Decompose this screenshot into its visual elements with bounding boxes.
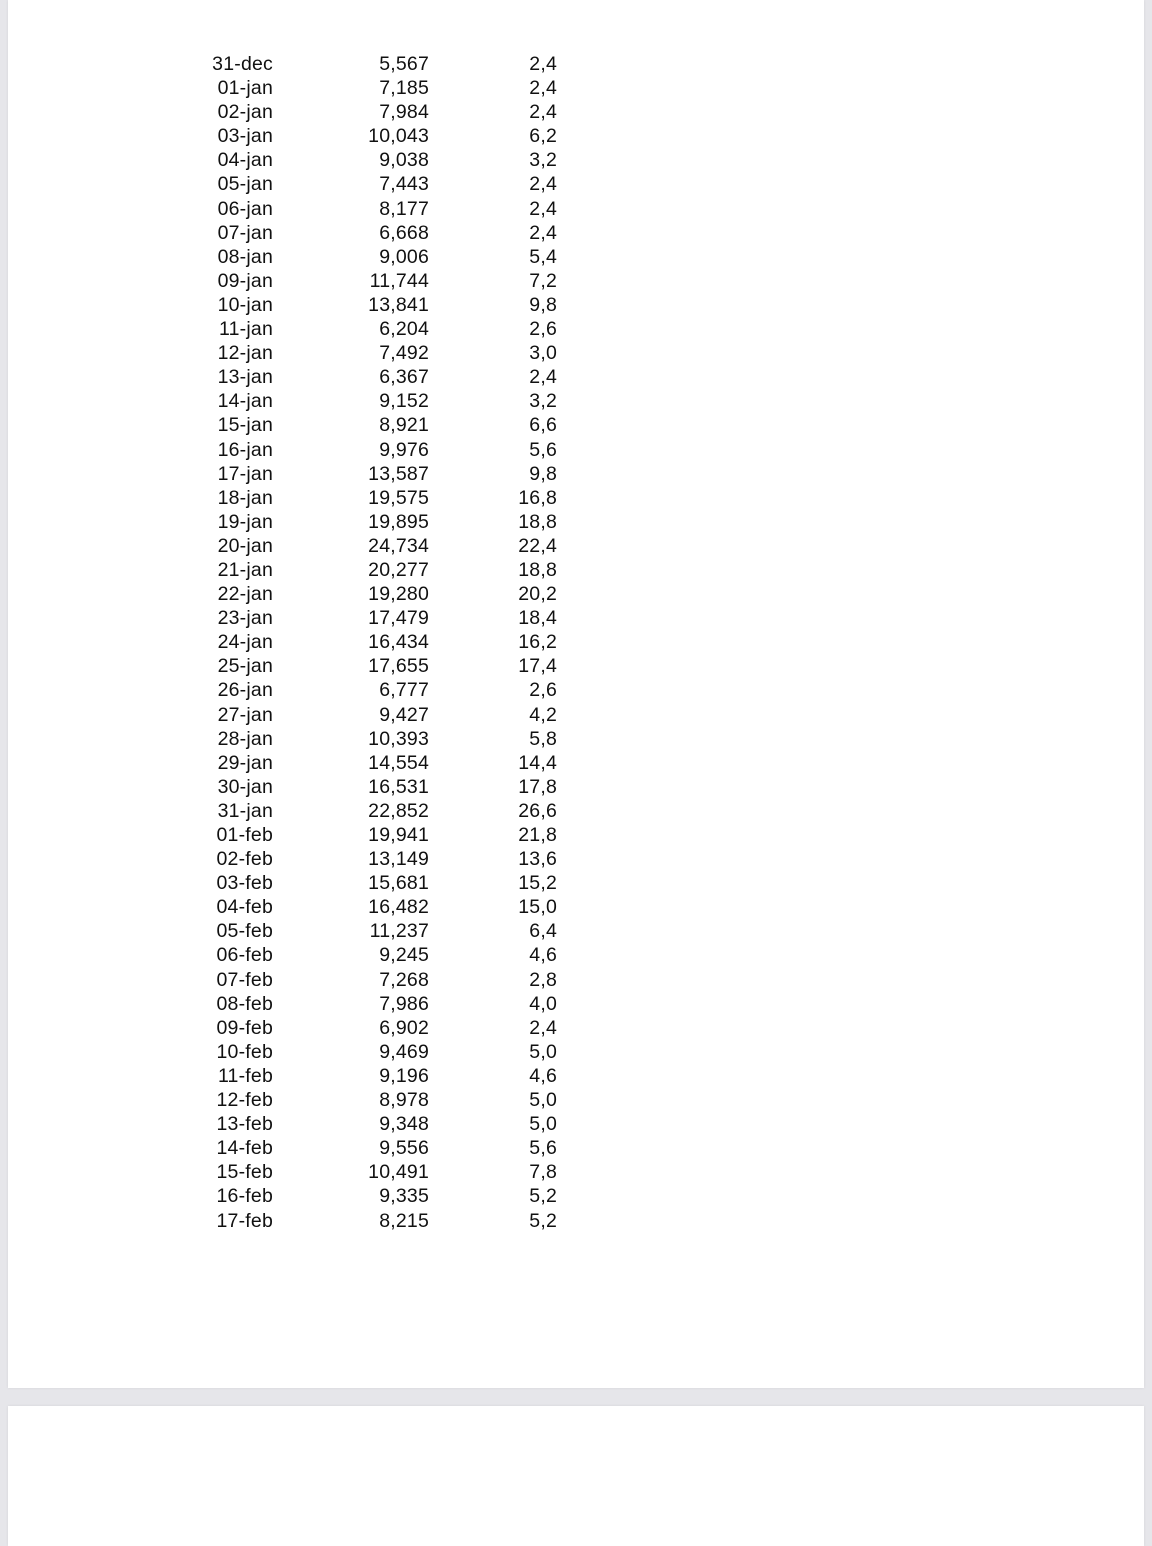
table-row	[8, 606, 557, 630]
date-cell: 30-jan	[217, 775, 273, 798]
table-row	[8, 703, 557, 727]
date-cell: 14-jan	[217, 390, 273, 413]
value-cell: 22,852	[368, 799, 429, 822]
value-cell: 8,921	[379, 414, 429, 437]
date-cell: 02-feb	[216, 848, 273, 871]
date-cell: 06-jan	[217, 197, 273, 220]
rate-cell: 9,8	[529, 462, 557, 485]
date-cell: 12-feb	[216, 1089, 273, 1112]
rate-cell: 17,4	[518, 655, 557, 678]
rate-cell: 4,0	[529, 992, 557, 1015]
rate-cell: 2,4	[529, 366, 557, 389]
rate-cell: 5,2	[529, 1209, 557, 1232]
value-cell: 11,744	[369, 269, 429, 292]
table-row	[8, 486, 557, 510]
value-cell: 7,268	[379, 968, 429, 991]
rate-cell: 9,8	[529, 293, 557, 316]
rate-cell: 16,2	[518, 631, 557, 654]
value-cell: 8,215	[379, 1209, 429, 1232]
rate-cell: 5,6	[529, 1137, 557, 1160]
date-cell: 17-jan	[217, 462, 273, 485]
table-row	[8, 317, 557, 341]
value-cell: 19,575	[368, 486, 429, 509]
table-row	[8, 100, 557, 124]
table-row	[8, 1160, 557, 1184]
rate-cell: 16,8	[518, 486, 557, 509]
table-row	[8, 895, 557, 919]
rate-cell: 5,2	[529, 1185, 557, 1208]
date-cell: 06-feb	[216, 944, 273, 967]
rate-cell: 5,4	[529, 245, 557, 268]
date-cell: 04-jan	[217, 149, 273, 172]
rate-cell: 2,4	[529, 53, 557, 75]
table-row	[8, 654, 557, 678]
value-cell: 6,902	[379, 1016, 429, 1039]
rate-cell: 4,6	[529, 1064, 557, 1087]
table-row	[8, 365, 557, 389]
value-cell: 10,043	[368, 125, 429, 148]
value-cell: 9,976	[379, 438, 429, 461]
rate-cell: 18,8	[518, 510, 557, 533]
table-row	[8, 462, 557, 486]
rate-cell: 2,8	[529, 968, 557, 991]
table-row	[8, 1040, 557, 1064]
value-cell: 7,185	[379, 77, 429, 100]
date-cell: 10-jan	[217, 293, 273, 316]
date-cell: 03-feb	[216, 872, 273, 895]
document-page-2	[8, 1406, 1144, 1546]
value-cell: 19,895	[368, 510, 429, 533]
rate-cell: 3,0	[529, 342, 557, 365]
value-cell: 17,655	[368, 655, 429, 678]
table-row	[8, 341, 557, 365]
rate-cell: 2,4	[529, 173, 557, 196]
date-cell: 09-jan	[217, 269, 273, 292]
table-row	[8, 943, 557, 967]
rate-cell: 7,2	[529, 269, 557, 292]
value-cell: 9,469	[379, 1040, 429, 1063]
date-cell: 05-feb	[216, 920, 273, 943]
table-row	[8, 1136, 557, 1160]
date-cell: 07-jan	[217, 221, 273, 244]
table-row	[8, 389, 557, 413]
date-cell: 22-jan	[217, 583, 273, 606]
value-cell: 19,280	[368, 583, 429, 606]
table-row	[8, 919, 557, 943]
value-cell: 9,245	[379, 944, 429, 967]
table-row	[8, 751, 557, 775]
table-body	[8, 52, 557, 1233]
rate-cell: 26,6	[518, 799, 557, 822]
date-cell: 11-jan	[219, 318, 273, 341]
table-row	[8, 1016, 557, 1040]
rate-cell: 21,8	[518, 824, 557, 846]
date-cell: 16-feb	[216, 1185, 273, 1208]
rate-cell: 17,8	[518, 775, 557, 798]
date-cell: 03-jan	[217, 125, 273, 148]
table-row	[8, 1064, 557, 1088]
rate-cell: 6,2	[529, 125, 557, 148]
table-row	[8, 775, 557, 799]
document-page-1	[8, 0, 1144, 1388]
table-row	[8, 558, 557, 582]
value-cell: 9,348	[379, 1113, 429, 1136]
date-cell: 18-jan	[217, 486, 273, 509]
rate-cell: 5,8	[529, 727, 557, 750]
value-cell: 13,587	[368, 462, 429, 485]
rate-cell: 6,6	[529, 414, 557, 437]
rate-cell: 7,8	[529, 1161, 557, 1184]
date-cell: 28-jan	[217, 727, 273, 750]
value-cell: 16,434	[368, 631, 429, 654]
rate-cell: 15,2	[518, 872, 557, 895]
date-cell: 17-feb	[216, 1209, 273, 1232]
value-cell: 9,006	[379, 245, 429, 268]
rate-cell: 4,2	[529, 703, 557, 726]
value-cell: 16,482	[368, 896, 429, 919]
date-cell: 08-jan	[217, 245, 273, 268]
table-row	[8, 1184, 557, 1208]
date-cell: 26-jan	[217, 679, 273, 702]
date-cell: 13-feb	[216, 1113, 273, 1136]
rate-cell: 13,6	[518, 848, 557, 871]
table-row	[8, 630, 557, 654]
value-cell: 6,204	[379, 318, 429, 341]
rate-cell: 6,4	[529, 920, 557, 943]
table-row	[8, 52, 557, 76]
rate-cell: 18,4	[518, 607, 557, 630]
rate-cell: 5,0	[529, 1040, 557, 1063]
date-cell: 02-jan	[217, 101, 273, 124]
value-cell: 9,556	[379, 1137, 429, 1160]
date-cell: 20-jan	[217, 534, 273, 557]
table-row	[8, 1112, 557, 1136]
date-cell: 15-jan	[217, 414, 273, 437]
rate-cell: 5,0	[529, 1113, 557, 1136]
value-cell: 5,567	[379, 53, 429, 75]
value-cell: 7,443	[379, 173, 429, 196]
value-cell: 8,177	[379, 197, 429, 220]
date-cell: 31-jan	[217, 799, 273, 822]
value-cell: 7,984	[379, 101, 429, 124]
value-cell: 9,196	[379, 1064, 429, 1087]
value-cell: 7,492	[379, 342, 429, 365]
date-cell: 27-jan	[217, 703, 273, 726]
table-row	[8, 799, 557, 823]
value-cell: 16,531	[368, 775, 429, 798]
date-cell: 31-dec	[212, 53, 273, 75]
table-row	[8, 534, 557, 558]
table-row	[8, 269, 557, 293]
table-row	[8, 992, 557, 1016]
value-cell: 6,367	[379, 366, 429, 389]
rate-cell: 4,6	[529, 944, 557, 967]
table-row	[8, 1209, 557, 1233]
table-row	[8, 847, 557, 871]
value-cell: 13,149	[368, 848, 429, 871]
value-cell: 8,978	[379, 1089, 429, 1112]
rate-cell: 2,4	[529, 1016, 557, 1039]
data-table	[8, 52, 557, 1233]
table-row	[8, 1088, 557, 1112]
table-row	[8, 172, 557, 196]
value-cell: 6,777	[379, 679, 429, 702]
table-row	[8, 245, 557, 269]
value-cell: 13,841	[368, 293, 429, 316]
value-cell: 7,986	[379, 992, 429, 1015]
date-cell: 19-jan	[217, 510, 273, 533]
date-cell: 05-jan	[217, 173, 273, 196]
value-cell: 24,734	[368, 534, 429, 557]
value-cell: 9,152	[379, 390, 429, 413]
table-row	[8, 968, 557, 992]
rate-cell: 2,4	[529, 197, 557, 220]
table-row	[8, 293, 557, 317]
date-cell: 23-jan	[217, 607, 273, 630]
date-cell: 08-feb	[216, 992, 273, 1015]
date-cell: 15-feb	[216, 1161, 273, 1184]
table-row	[8, 438, 557, 462]
rate-cell: 2,4	[529, 221, 557, 244]
value-cell: 14,554	[368, 751, 429, 774]
table-row	[8, 148, 557, 172]
value-cell: 17,479	[368, 607, 429, 630]
date-cell: 01-jan	[217, 77, 273, 100]
value-cell: 11,237	[369, 920, 429, 943]
rate-cell: 2,4	[529, 77, 557, 100]
value-cell: 19,941	[368, 824, 429, 846]
date-cell: 16-jan	[217, 438, 273, 461]
date-cell: 07-feb	[216, 968, 273, 991]
value-cell: 9,427	[379, 703, 429, 726]
rate-cell: 20,2	[518, 583, 557, 606]
date-cell: 11-feb	[217, 1064, 273, 1087]
rate-cell: 5,6	[529, 438, 557, 461]
rate-cell: 3,2	[529, 149, 557, 172]
value-cell: 10,393	[368, 727, 429, 750]
table-row	[8, 124, 557, 148]
table-row	[8, 871, 557, 895]
date-cell: 04-feb	[216, 896, 273, 919]
rate-cell: 2,4	[529, 101, 557, 124]
table-row	[8, 221, 557, 245]
rate-cell: 14,4	[518, 751, 557, 774]
date-cell: 21-jan	[217, 558, 273, 581]
date-cell: 14-feb	[216, 1137, 273, 1160]
table-row	[8, 76, 557, 100]
table-row	[8, 678, 557, 702]
date-cell: 24-jan	[217, 631, 273, 654]
table-row	[8, 823, 557, 847]
rate-cell: 22,4	[518, 534, 557, 557]
value-cell: 9,335	[379, 1185, 429, 1208]
table-row	[8, 197, 557, 221]
table-row	[8, 510, 557, 534]
date-cell: 01-feb	[216, 824, 273, 846]
rate-cell: 2,6	[529, 318, 557, 341]
rate-cell: 2,6	[529, 679, 557, 702]
rate-cell: 18,8	[518, 558, 557, 581]
table-row	[8, 727, 557, 751]
date-cell: 12-jan	[217, 342, 273, 365]
value-cell: 9,038	[379, 149, 429, 172]
date-cell: 10-feb	[216, 1040, 273, 1063]
table-row	[8, 582, 557, 606]
rate-cell: 15,0	[518, 896, 557, 919]
rate-cell: 5,0	[529, 1089, 557, 1112]
value-cell: 20,277	[368, 558, 429, 581]
date-cell: 13-jan	[217, 366, 273, 389]
value-cell: 6,668	[379, 221, 429, 244]
date-cell: 25-jan	[217, 655, 273, 678]
date-cell: 29-jan	[217, 751, 273, 774]
value-cell: 10,491	[368, 1161, 429, 1184]
table-row	[8, 413, 557, 437]
value-cell: 15,681	[368, 872, 429, 895]
rate-cell: 3,2	[529, 390, 557, 413]
date-cell: 09-feb	[216, 1016, 273, 1039]
